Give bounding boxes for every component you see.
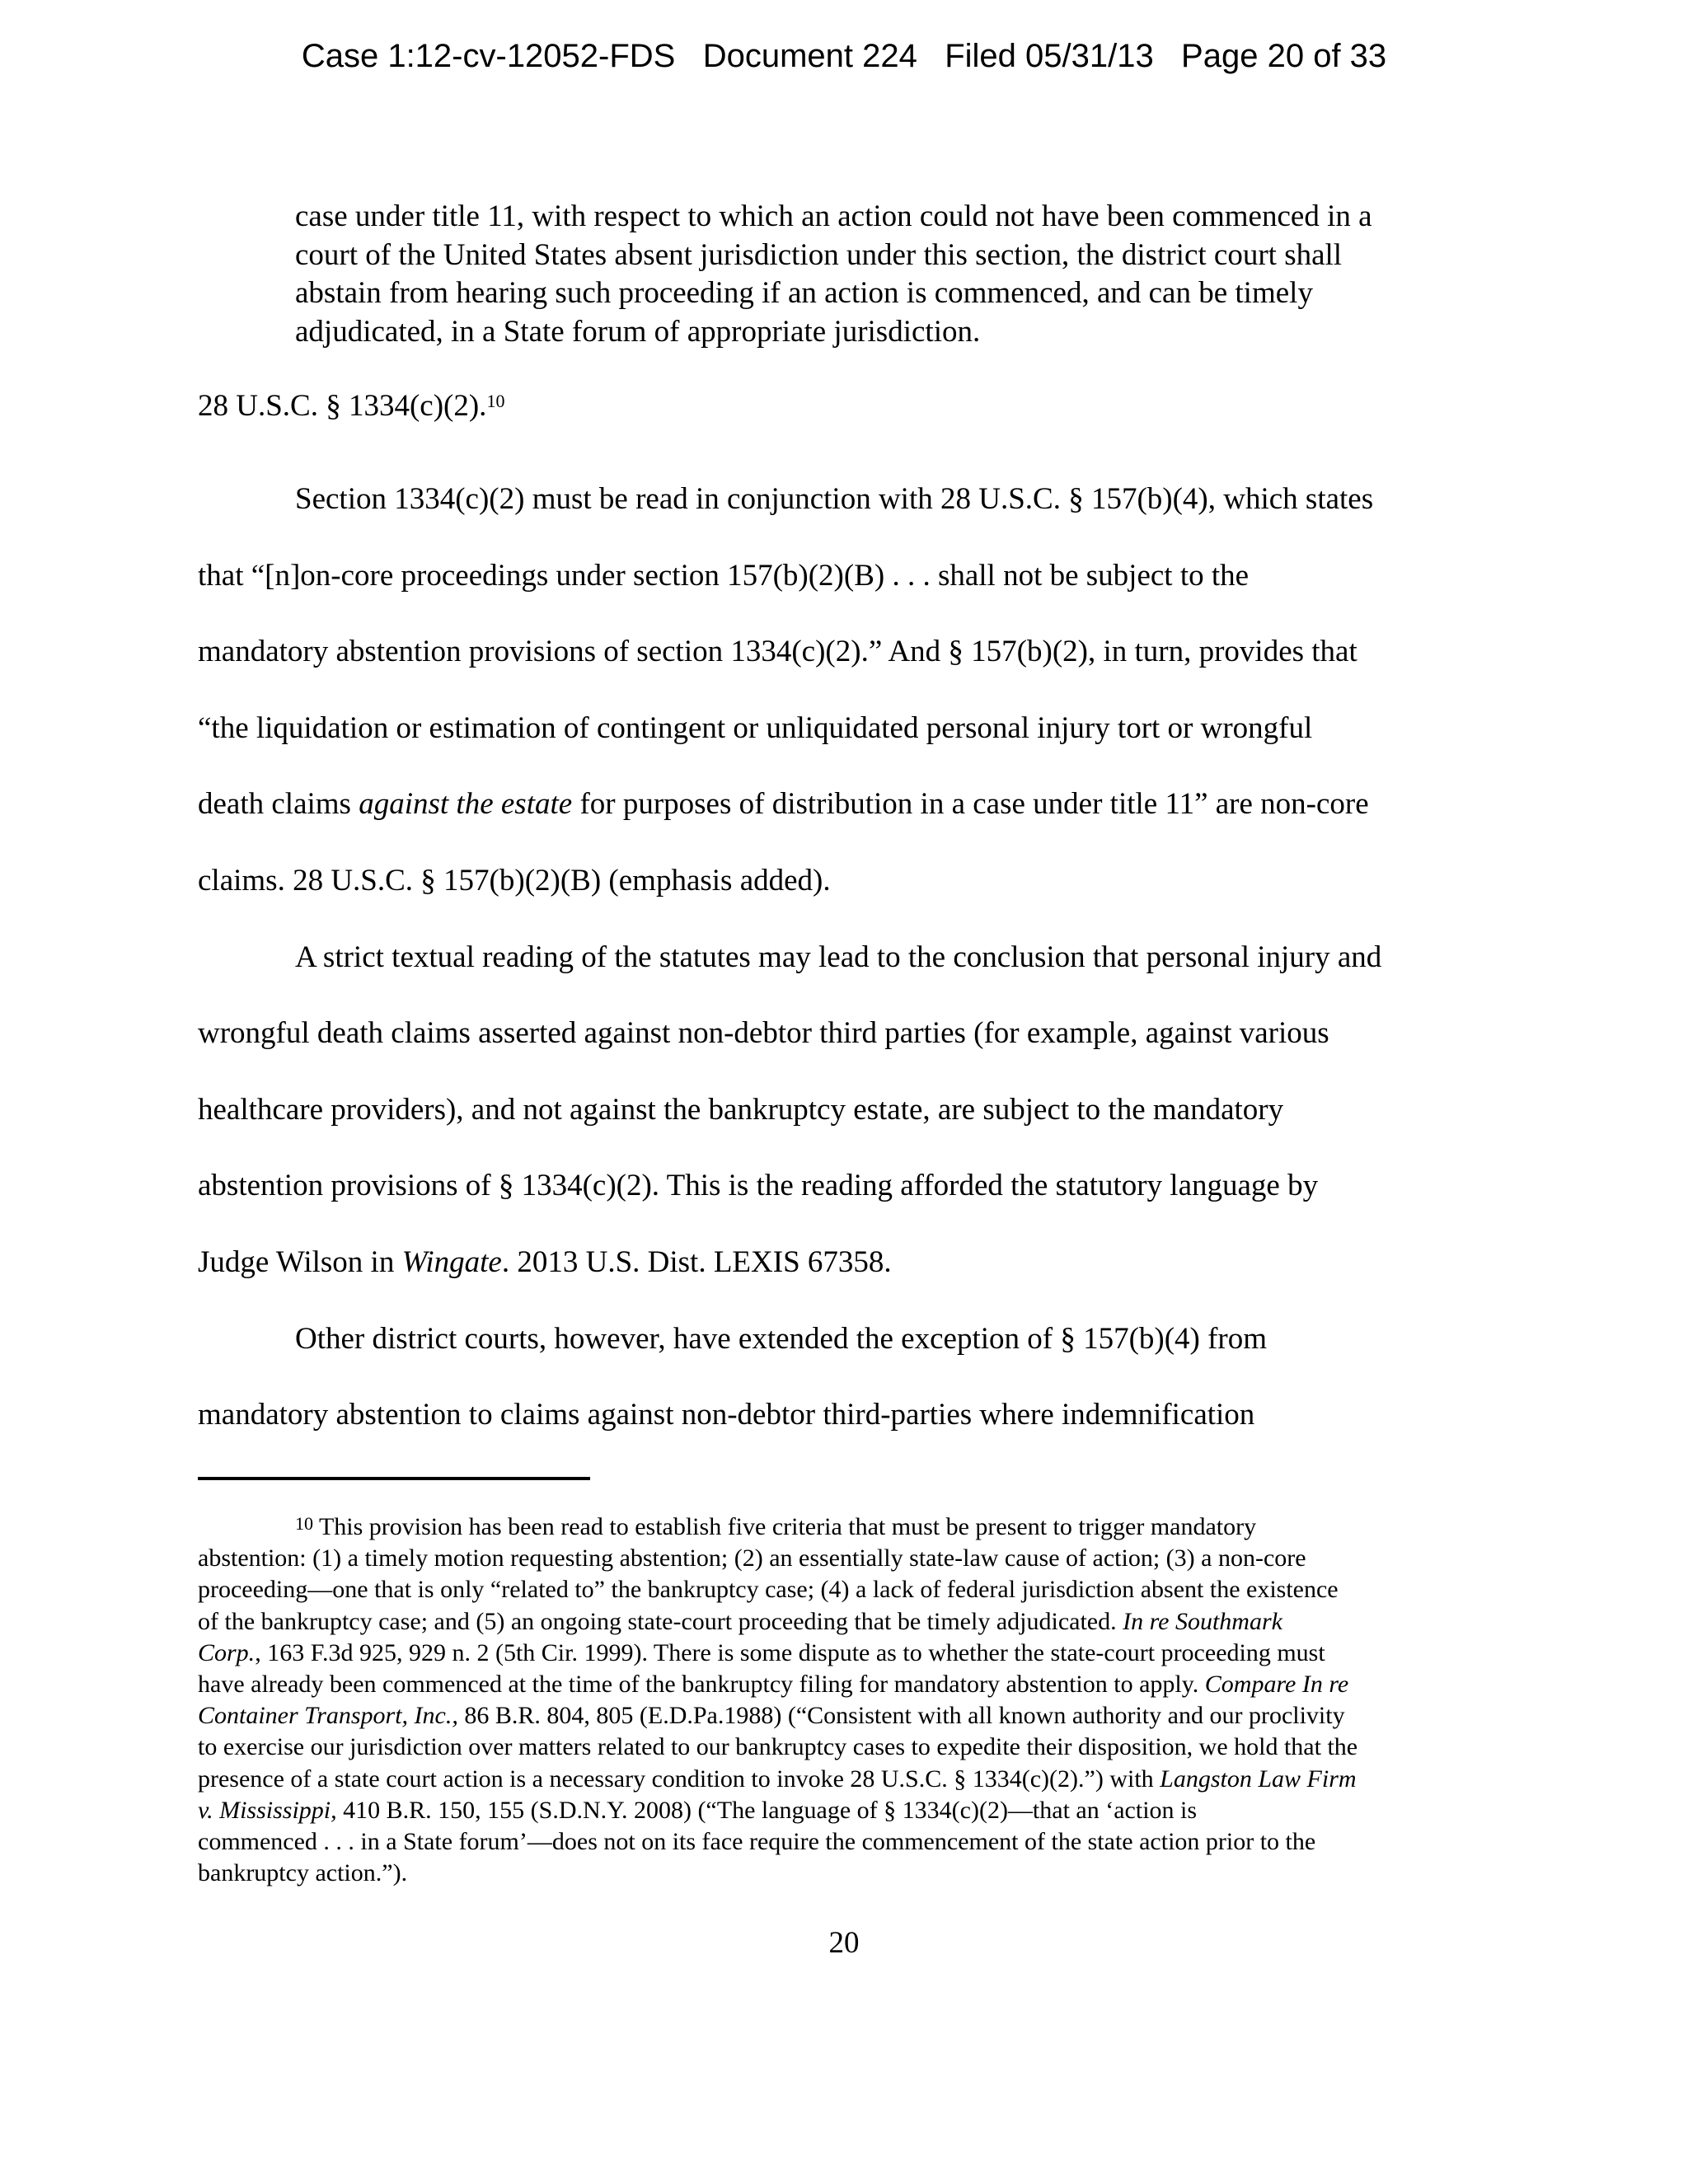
paragraph-line: mandatory abstention to claims against non-debtor third-parties where indemnification	[198, 1398, 1255, 1432]
text-run: This provision has been read to establish five criteria that must be present to trigger mandatory	[313, 1513, 1257, 1540]
footnote-line: to exercise our jurisdiction over matters related to our bankruptcy cases to expedite their disposition, we hold that the	[198, 1733, 1358, 1761]
text-run: death claims	[198, 787, 359, 822]
block-quote-line: abstain from hearing such proceeding if an action is commenced, and can be timely	[295, 276, 1313, 310]
block-quote-line: case under title 11, with respect to which an action could not have been commenced in a	[295, 199, 1372, 233]
paragraph-line: “the liquidation or estimation of contingent or unliquidated personal injury tort or wrongful	[198, 710, 1313, 745]
block-quote-line: adjudicated, in a State forum of appropriate jurisdiction.	[295, 314, 981, 349]
paragraph-line	[198, 1225, 1474, 1301]
case-name: Container Transport, Inc.,	[198, 1702, 458, 1730]
paragraph-3	[198, 1301, 1474, 1454]
text-run: have already been commenced at the time of the bankruptcy filing for mandatory abstention to apply.	[198, 1671, 1205, 1699]
case-name: Wingate	[401, 1244, 502, 1279]
case-header: Case 1:12-cv-12052-FDS Document 224 Filed 05/31/13 Page 20 of 33	[301, 38, 1387, 74]
footnote-10	[198, 1511, 1474, 1889]
paragraph-1	[198, 462, 1474, 920]
text-run: Judge Wilson in	[198, 1244, 402, 1279]
footnote-number: 10	[295, 1513, 313, 1534]
block-quote	[295, 198, 1465, 351]
case-name: v. Mississippi,	[198, 1796, 337, 1824]
body-text	[198, 462, 1474, 1454]
footnote-line	[198, 1795, 1474, 1826]
case-name: Langston Law Firm	[1160, 1765, 1357, 1793]
footnote-line	[198, 1638, 1474, 1669]
paragraph-line: wrongful death claims asserted against non-debtor third parties (for example, against various	[198, 1016, 1329, 1051]
text-run: for purposes of distribution in a case under title 11” are non-core	[572, 787, 1369, 822]
paragraph-line: mandatory abstention provisions of section 1334(c)(2).” And § 157(b)(2), in turn, provides that	[198, 635, 1357, 669]
emphasis-text: against the estate	[359, 787, 573, 822]
statute-citation	[198, 387, 504, 425]
paragraph-line: A strict textual reading of the statutes may lead to the conclusion that personal injury and	[295, 940, 1382, 974]
paragraph-line: claims. 28 U.S.C. § 157(b)(2)(B) (emphasis added).	[198, 863, 831, 898]
footnote-line	[198, 1669, 1474, 1700]
paragraph-line: abstention provisions of § 1334(c)(2). This is the reading afforded the statutory language by	[198, 1169, 1319, 1203]
case-name: In re Southmark	[1123, 1607, 1282, 1635]
citation-text: 28 U.S.C. § 1334(c)(2).	[198, 389, 487, 423]
footnote-line: bankruptcy action.”).	[198, 1859, 408, 1887]
paragraph-line: healthcare providers), and not against the bankruptcy estate, are subject to the mandatory	[198, 1092, 1284, 1127]
footnote-ref[interactable]: 10	[486, 391, 505, 411]
text-run: 86 B.R. 804, 805 (E.D.Pa.1988) (“Consistent with all known authority and our proclivity	[457, 1702, 1345, 1730]
footnote-line	[198, 1700, 1474, 1732]
footnote-line	[198, 1606, 1474, 1638]
footnote-line: proceeding—one that is only “related to” the bankruptcy case; (4) a lack of federal jurisdiction absent the existence	[198, 1576, 1339, 1604]
paragraph-2	[198, 920, 1474, 1301]
paragraph-line: Other district courts, however, have extended the exception of § 157(b)(4) from	[295, 1321, 1268, 1356]
footnote-line: abstention: (1) a timely motion requesting abstention; (2) an essentially state-law cause of action; (3) a non-core	[198, 1544, 1306, 1572]
text-run: , 163 F.3d 925, 929 n. 2 (5th Cir. 1999). There is some dispute as to whether the state-court proceeding must	[255, 1638, 1325, 1666]
paragraph-line: that “[n]on-core proceedings under section 157(b)(2)(B) . . . shall not be subject to the	[198, 558, 1250, 593]
page-number: 20	[828, 1926, 860, 1960]
text-run: 410 B.R. 150, 155 (S.D.N.Y. 2008) (“The language of § 1334(c)(2)—that an ‘action is	[336, 1796, 1198, 1824]
footnote-line	[198, 1511, 1474, 1543]
block-quote-line: court of the United States absent jurisdiction under this section, the district court shall	[295, 237, 1343, 272]
footnote-separator	[198, 1477, 590, 1480]
footnote-line: commenced . . . in a State forum’—does not on its face require the commencement of the state action prior to the	[198, 1828, 1316, 1856]
footnote-line	[198, 1764, 1474, 1795]
case-name: Compare In re	[1204, 1671, 1349, 1699]
case-name: Corp.	[198, 1638, 256, 1666]
text-run: . 2013 U.S. Dist. LEXIS 67358.	[501, 1244, 892, 1279]
paragraph-line	[198, 766, 1474, 843]
text-run: of the bankruptcy case; and (5) an ongoing state-court proceeding that be timely adjudicated.	[198, 1607, 1123, 1635]
paragraph-line: Section 1334(c)(2) must be read in conjunction with 28 U.S.C. § 157(b)(4), which states	[295, 482, 1374, 516]
text-run: presence of a state court action is a necessary condition to invoke 28 U.S.C. § 1334(c)(2).”) with	[198, 1765, 1160, 1793]
